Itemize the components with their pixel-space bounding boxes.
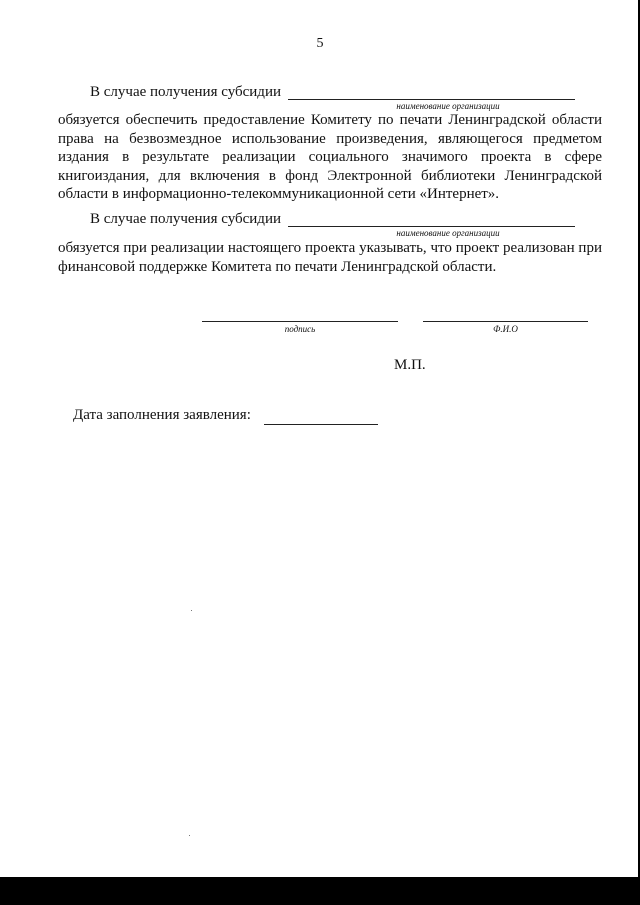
scan-speck [191, 610, 192, 611]
org-name-caption-1: наименование организации [396, 101, 500, 111]
application-date-line [264, 424, 378, 425]
subsidy-intro-2: В случае получения субсидии [90, 211, 281, 227]
signature-line [202, 321, 398, 322]
application-date-label: Дата заполнения заявления: [73, 407, 251, 423]
full-name-caption: Ф.И.О [493, 324, 518, 334]
commitment-paragraph-2: обязуется при реализации настоящего проекта указывать, что проект реализован при финансовой поддержке Комитета по печати Ленинградской области. [58, 240, 602, 275]
org-name-caption-2: наименование организации [396, 228, 500, 238]
scan-speck [189, 835, 190, 836]
full-name-line [423, 321, 588, 322]
org-name-line-2 [288, 226, 575, 227]
stamp-placeholder: М.П. [394, 357, 426, 373]
signature-caption: подпись [284, 324, 316, 334]
scan-bottom-bar [0, 877, 640, 905]
subsidy-intro-1: В случае получения субсидии [90, 84, 281, 100]
page-number: 5 [316, 36, 324, 51]
commitment-paragraph-1: обязуется обеспечить предоставление Комитету по печати Ленинградской области права на безвозмездное использование произведения, являющегося предметом издания в результате реализации социального значимого проекта в сфере книгоиздания, для включения в фонд Электронной библиотеки Ленинградской области в информационно-телекоммуникационной сети «Интернет». [58, 112, 602, 203]
org-name-line-1 [288, 99, 575, 100]
